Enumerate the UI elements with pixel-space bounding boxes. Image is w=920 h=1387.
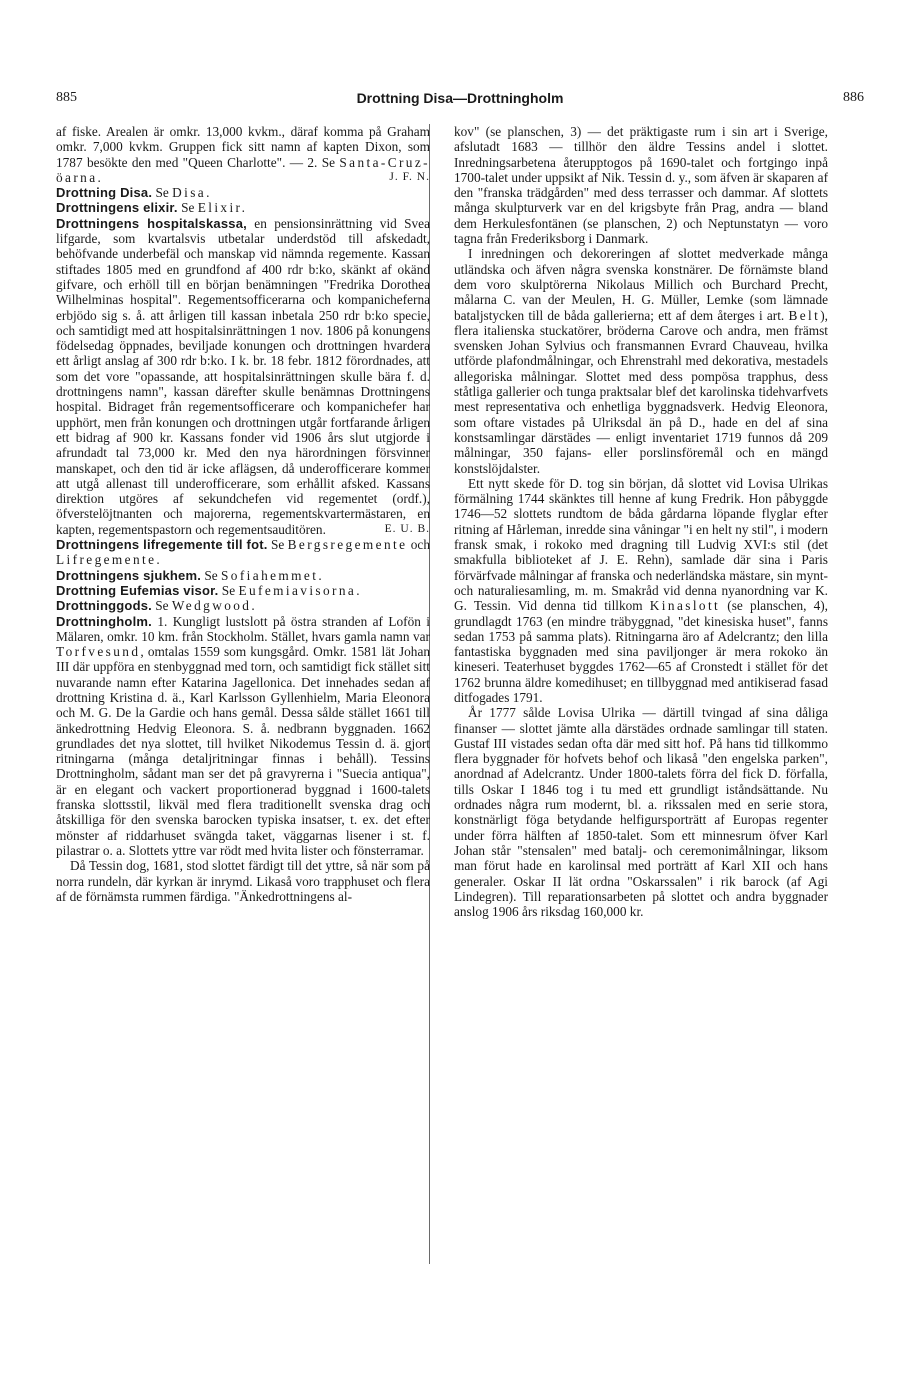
entry-headword: Drottningholm. [56, 613, 152, 629]
entry-drottninggods [56, 598, 430, 613]
entry-headword: Drottningens hospitalskassa, [56, 215, 247, 231]
paragraph [454, 246, 828, 475]
author-signature: J. F. N. [389, 170, 430, 183]
paragraph-text: I inredningen och dekoreringen af slottet medverkade många utländska och äfven några svenska konstnärer. De förnämste bland dem voro skulptörerna Nikolaus Millich och Burchard Precht, målarna C. van der Meulen, H. G. Müller, Lemke (som lämnade bataljstycken till de båda gallerierna; ett af dem återges i art. [454, 246, 828, 323]
cross-reference: Wedgwood. [171, 598, 258, 614]
paragraph-text: ), flera italienska stuckatörer, bröderna Carove och andra, men främst svensken Johan Sylvius och fransmannen Evrard Chauveau, hvilka utförde plafondmålningar, och Ehrenstrahl med dekorativa, mestadels allegoriska målningar. Slottet med dess pompösa trapphus, dess ståtliga gallerier och tunga praktsalar blef det karolinska tidehvarfvets mest representativa och enhetliga byggnadsverk. Hedvig Eleonora, som oftare vistades på Ulriksdal än på D., hade en del af sina konstsamlingar därstädes — enligt inventariet 1719 funnos då 209 målningar, 350 fajans- eller porslinsföremål och en mängd konstslöjdalster. [454, 307, 828, 476]
text-columns [56, 124, 864, 1264]
cross-reference: Lifregemente. [56, 552, 163, 568]
right-column [454, 124, 828, 1264]
left-column [56, 124, 430, 1264]
page-number-right: 886 [843, 90, 864, 105]
place-name: Kinaslott [649, 598, 721, 614]
entry-headword: Drottningens sjukhem. [56, 567, 202, 583]
see-text: Se [177, 200, 198, 216]
entry-body: 1. Kungligt lustslott på östra stranden af Lofön i Mälaren, omkr. 10 km. från Stockholm. Stället, hvars gamla namn var [56, 613, 430, 644]
cross-reference: Belt [788, 307, 821, 323]
see-text: Se [218, 582, 239, 598]
entry-headword: Drottning Eufemias visor. [56, 582, 219, 598]
see-text: Se [151, 598, 172, 614]
entry-elixir [56, 200, 430, 215]
paragraph: kov" (se planschen, 3) — det präktigaste rum i sin art i Sverige, afslutadt 1683 — tillhör den äldre Tessins andel i slottet. Inredningsarbetena återupptogos på 1690-talet och fortgingo inpå 1700-talet under uppsikt af Nik. Tessin d. y., som äfven är skaparen af den "franska trädgården" med dess terrasser och dammar. Af slottets många skulpturverk var en del krigsbyte från Prag, andra — bland dem Herkulesfontänen (se planschen, 2) och Neptunstatyn — voro tagna från Frederiksborg i Danmark. [454, 124, 828, 247]
entry-eufemias-visor [56, 583, 430, 598]
see-text: Se [201, 567, 222, 583]
cross-reference: Bergsregemente [287, 537, 408, 553]
running-head: Drottning Disa—Drottningholm [356, 90, 564, 106]
entry-continuation [56, 124, 430, 185]
cross-reference: Disa. [172, 185, 212, 201]
paragraph: År 1777 sålde Lovisa Ulrika — därtill tvingad af sina dåliga finanser — slottet jämte alla därstädes ordnade samlingar till staten. Gustaf III vistades sedan ofta där med sitt hof. På hans tid tillkommo flera byggnader för hofvets behof och likaså "den engelska parken", anordnad af Adelcrantz. Under 1800-talets förra del fick D. förfalla, tills Oskar I 1846 tog i tu med ett grundligt iståndsättande. Nu ordnades några rum modernt, bl. a. rikssalen med en serie stora, konstnärligt föga betydande helfigursporträtt af Europas regenter under förra hälften af 1850-talet. Som ett minnesrum öfver Karl Johan står "stensalen" med batalj- och ceremonimålningar, liksom man förut hade en karolinsal med porträtt af Karl XII och hans generaler. Oskar II lät ordna "Oskarssalen" i rik barock (af Agi Lindegren). Till reparationsarbeten på slottet och andra byggnader anslog 1906 års riksdag 160,000 kr. [454, 705, 828, 920]
entry-headword: Drottningens elixir. [56, 200, 178, 216]
entry-hospitalskassa [56, 216, 430, 537]
paragraph-text: (se planschen, 4), grundlagdt 1763 (en mindre träbyggnad, "det kinesiska huset", fanns sedan 1753 på samma plats). Ritningarna äro af Adelcrantz; den lilla fantastiska byggnaden med sina paviljonger är mera rokoko än kineseri. Teaterhuset byggdes 1762—65 af Cronstedt i stället för det 1762 brunna äldre komedihuset; en tillbyggnad med antikiserad fasad ditfogades 1791. [454, 598, 828, 705]
entry-drottning-disa [56, 185, 430, 200]
place-name: Torfvesund [56, 644, 141, 660]
page-number-left: 885 [56, 90, 77, 105]
entry-drottningholm [56, 614, 430, 859]
cross-reference: Eufemiavisorna. [238, 582, 362, 598]
see-text: Se [152, 185, 173, 201]
entry-headword: Drottningens lifregemente till fot. [56, 537, 268, 553]
cross-reference: Elixir. [197, 200, 248, 216]
entry-body: en pensionsinrättning vid Svea lifgarde, som kvartalsvis utbetalar underdstöd till afskedadt, behöfvande underbefäl och manskap vid nämnda regemente. Kassan stiftades 1805 med en grundfond af 400 rdr b:ko, skänkt af okänd gifvare, och erhöll till en början benämningen "Fredrika Dorothea Wilhelminas hospital". Regementsofficerarna och kompanicheferna erbjödo sig s. å. att årligen till kassan inbetala 250 rdr b:ko specie, och samtidigt med att hospitalsinrättningen 1 nov. 1806 på konungens födelsedag öppnades, beviljade konungen och drottningen hvardera ett årligt anslag af 300 rdr b:ko. I k. br. 18 febr. 1812 förordnades, att som det vore "opassande, att hospitalsinrättningen skulle bära f. d. drottningens namn", kassan därefter skulle benämnas Drottningens hospital. Bidraget från regementsofficerare och kompanichefer har upphört, men från konungen och drottningen utgår fortfarande årligen ett bidrag af 900 kr. Kassans fonder vid 1906 års slut utgjorde i afrundadt tal 73,000 kr. Med den nya härordningen försvinner manskapet, och den tid är icke aflägsen, då underofficerare kommer att utgå allenast till underofficerare, som erhållit afsked. Kassans direktion utgöres af sekundchefen vid regementet (ordf.), öfverstelöjtnanten och majorerna, regementskvartermästaren, en kapten, regementspastorn och regementsauditören. [56, 215, 430, 537]
paragraph-text: Ett nytt skede för D. tog sin början, då slottet vid Lovisa Ulrikas förmälning 1744 skänktes till henne af kung Fredrik. Hon påbyggde 1746—52 slottets rundtom de båda gårdarna löpande flyglar efter ritning af Hårleman, inredde sina våningar "i en helt ny stil", i modern fransk smak, i rokoko med dragning till Ludvig XVI:s stil (det smakfulla biblioteket af J. E. Rehn), samlade där sina i Paris förvärfvade målningar af franska och nederländska mästare, sin mynt- och naturaliesamling, m. m. Smakråd vid denna nyanordning var K. G. Tessin. Vid denna tid tillkom [454, 475, 828, 614]
entry-headword: Drottninggods. [56, 598, 152, 614]
entry-sjukhem [56, 568, 430, 583]
cross-reference: Sofiahemmet. [221, 567, 325, 583]
page-header [36, 90, 884, 112]
see-text: Se [267, 537, 288, 553]
paragraph [454, 476, 828, 705]
cross-reference: Santa-Cruz-öarna. [56, 154, 430, 185]
continuation-text: af fiske. Arealen är omkr. 13,000 kvkm., däraf komma på Graham omkr. 7,000 kvkm. Gruppen fick sitt namn af kapten Dixon, som 1787 besökte den med "Queen Charlotte". — 2. Se [56, 124, 430, 170]
entry-body: , omtalas 1559 som kungsgård. Omkr. 1581 lät Johan III där uppföra en stenbyggnad med torn, och samtidigt fick stället sitt nuvarande namn efter Katarina Jagellonica. Det innehades sedan af drottning Kristina d. ä., Karl Karlsson Gyllenhielm, Maria Eleonora och M. G. De la Gardie och hans gemål. Dessa sålde stället 1661 till änkedrottning Hedvig Eleonora. S. å. nedbrann byggnaden. 1662 grundlades det nya slottet, till hvilket Nikodemus Tessin d. ä. gjort ritningarna (många detaljritningar finnas i behåll). Tessins Drottningholm, sådant man ser det på gravyrerna i "Suecia antiqua", är en elegant och vackert proportionerad byggnad i 1600-talets franska slottsstil, likväl med flera traditionellt svenska drag och åtskilliga för den svenska barocken typiska insatser, t. ex. det efter mönster af riddarhuset svängda taket, väggarnas lisener i st. f. pilastrar o. a. Slottets yttre var rödt med hvita lister och fönsterramar. [56, 644, 430, 858]
paragraph: Då Tessin dog, 1681, stod slottet färdigt till det yttre, så när som på norra rundeln, där kyrkan är inrymd. Likaså voro trapphuset och flera af de förnämsta rummen färdiga. "Änkedrottningens al- [56, 858, 430, 904]
entry-headword: Drottning Disa. [56, 185, 153, 201]
author-signature: E. U. B. [384, 522, 430, 535]
and-text: och [407, 537, 430, 553]
entry-lifregemente [56, 537, 430, 568]
